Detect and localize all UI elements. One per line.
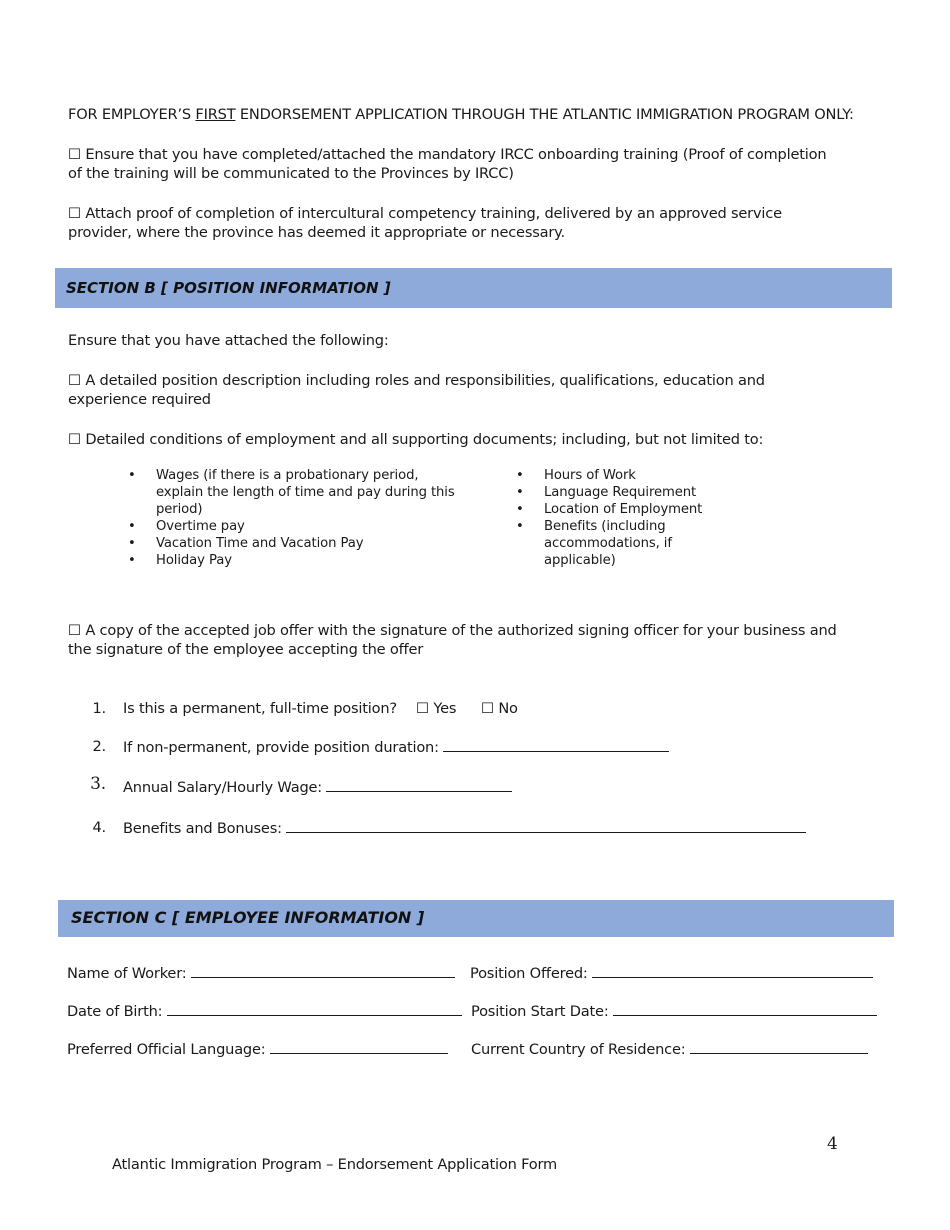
first-underlined: FIRST [195, 106, 236, 123]
onboarding-training-checkbox[interactable]: ☐ Ensure that you have completed/attached the mandatory IRCC onboarding training (Proof of completion of the training will be communicated to the Provinces by IRCC) [68, 146, 827, 182]
intercultural-training-checkbox[interactable]: ☐ Attach proof of completion of intercultural competency training, delivered by an approved service provider, where the province has deemed it appropriate or necessary. [68, 205, 782, 241]
section-b-title: SECTION B [ POSITION INFORMATION ] [66, 279, 391, 297]
conditions-of-employment-checkbox[interactable]: ☐ Detailed conditions of employment and all supporting documents; including, but not limited to: [68, 431, 764, 448]
job-offer-checkbox[interactable]: ☐ A copy of the accepted job offer with the signature of the authorized signing officer for your business and the signature of the employee accepting the offer [68, 622, 837, 658]
preferred-language-field[interactable] [270, 1039, 448, 1054]
ensure-attached-text: Ensure that you have attached the following: [68, 332, 389, 349]
section-c-title: SECTION C [ EMPLOYEE INFORMATION ] [71, 908, 425, 927]
benefits-bonuses-field[interactable] [286, 818, 806, 833]
position-offered-field[interactable] [592, 963, 873, 978]
list-item: • Location of Employment [544, 501, 684, 518]
country-of-residence-row: Current Country of Residence: [471, 1039, 868, 1058]
list-item: • Language Requirement [544, 484, 684, 501]
first-endorsement-heading: FOR EMPLOYER’S FIRST ENDORSEMENT APPLICATION THROUGH THE ATLANTIC IMMIGRATION PROGRAM ONLY: [68, 106, 854, 123]
list-item: • Vacation Time and Vacation Pay [156, 535, 456, 552]
preferred-language-row: Preferred Official Language: [67, 1039, 448, 1058]
date-of-birth-row: Date of Birth: [67, 1001, 462, 1020]
question-annual-salary: 3. Annual Salary/Hourly Wage: [86, 777, 786, 799]
position-start-date-row: Position Start Date: [471, 1001, 877, 1020]
conditions-list-left [156, 467, 456, 569]
position-offered-row: Position Offered: [470, 963, 873, 982]
footer-form-title: Atlantic Immigration Program – Endorsement Application Form [112, 1156, 558, 1173]
annual-salary-field[interactable] [326, 777, 512, 792]
country-of-residence-field[interactable] [690, 1039, 868, 1054]
yes-checkbox[interactable]: ☐ Yes [416, 700, 457, 717]
question-position-duration: 2. If non-permanent, provide position duration: [86, 737, 786, 757]
position-duration-field[interactable] [443, 737, 669, 752]
position-description-checkbox[interactable]: ☐ A detailed position description including roles and responsibilities, qualifications, education and experience required [68, 372, 765, 408]
conditions-list-right [544, 467, 703, 569]
no-checkbox[interactable]: ☐ No [481, 700, 518, 717]
page-number: 4 [827, 1134, 838, 1154]
position-start-date-field[interactable] [613, 1001, 877, 1016]
list-item: • Holiday Pay [156, 552, 456, 569]
name-of-worker-field[interactable] [191, 963, 455, 978]
date-of-birth-field[interactable] [167, 1001, 462, 1016]
question-permanent-position: 1. Is this a permanent, full-time position? ☐ Yes ☐ No [92, 700, 518, 717]
list-item: • Benefits (including accommodations, if applicable) [544, 518, 684, 569]
name-of-worker-row: Name of Worker: [67, 963, 455, 982]
list-item: • Hours of Work [544, 467, 684, 484]
question-benefits-bonuses: 4. Benefits and Bonuses: [86, 818, 846, 838]
list-item: • Overtime pay [156, 518, 456, 535]
list-item: • Wages (if there is a probationary period, explain the length of time and pay during this period) [156, 467, 456, 518]
